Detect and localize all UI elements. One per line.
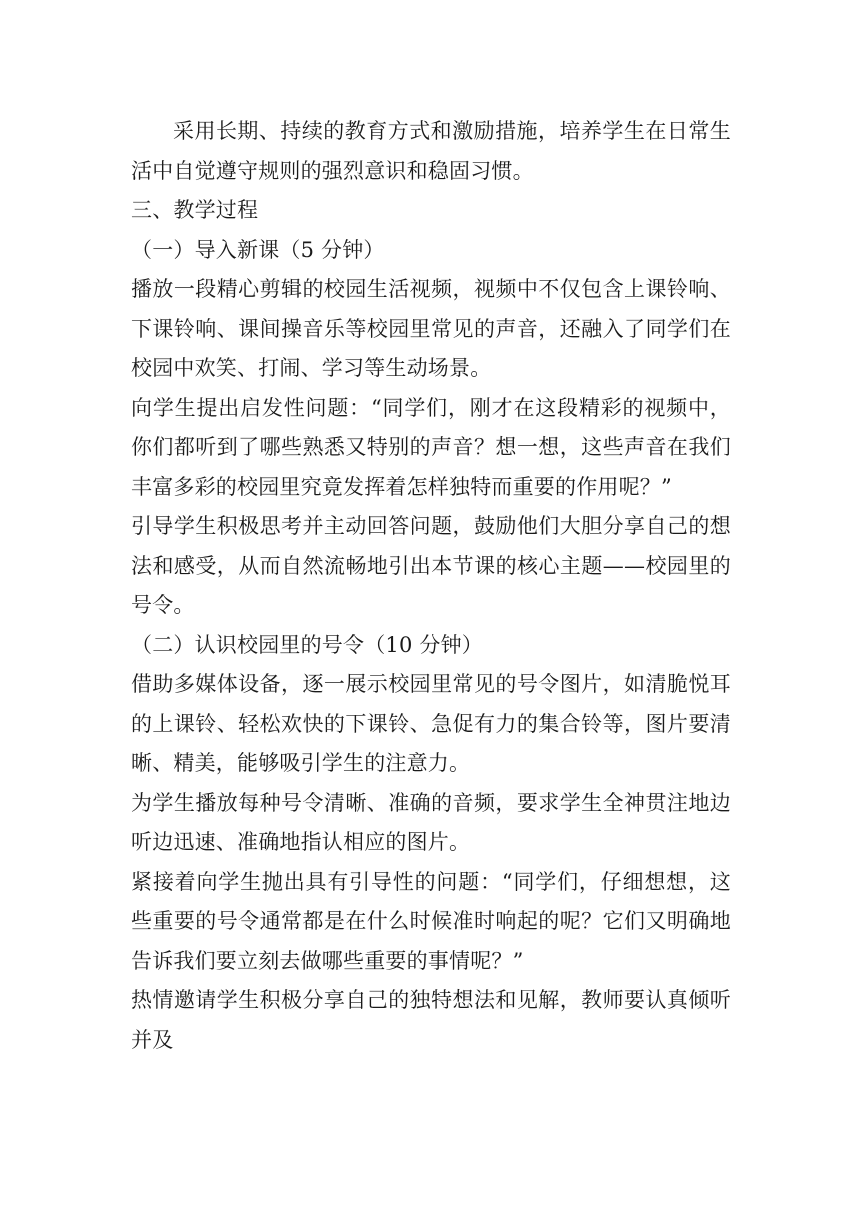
document-page bbox=[131, 112, 731, 1060]
subheading-intro: （一）导入新课（5 分钟） bbox=[131, 237, 385, 262]
paragraph-play-video: 播放一段精心剪辑的校园生活视频，视频中不仅包含上课铃响、下课铃响、课间操音乐等校园里常见的声音，还融入了同学们在校园中欢笑、打闹、学习等生动场景。 bbox=[131, 277, 731, 380]
paragraph-invite-share: 热情邀请学生积极分享自己的独特想法和见解，教师要认真倾听并及 bbox=[131, 988, 731, 1052]
paragraph-audio: 为学生播放每种号令清晰、准确的音频，要求学生全神贯注地边听边迅速、准确地指认相应的图片。 bbox=[131, 790, 731, 854]
paragraph-guide-students: 引导学生积极思考并主动回答问题，鼓励他们大胆分享自己的想法和感受，从而自然流畅地引出本节课的核心主题——校园里的号令。 bbox=[131, 514, 731, 617]
paragraph-follow-up-question: 紧接着向学生抛出具有引导性的问题：“同学们，仔细想想，这些重要的号令通常都是在什么时候准时响起的呢？它们又明确地告诉我们要立刻去做哪些重要的事情呢？” bbox=[131, 869, 731, 973]
paragraph-rule-habits: 采用长期、持续的教育方式和激励措施，培养学生在日常生活中自觉遵守规则的强烈意识和稳固习惯。 bbox=[131, 119, 731, 183]
paragraph-ask-question: 向学生提出启发性问题：“同学们，刚才在这段精彩的视频中，你们都听到了哪些熟悉又特别的声音？想一想，这些声音在我们丰富多彩的校园里究竟发挥着怎样独特而重要的作用呢？” bbox=[131, 395, 731, 499]
paragraph-multimedia: 借助多媒体设备，逐一展示校园里常见的号令图片，如清脆悦耳的上课铃、轻松欢快的下课铃、急促有力的集合铃等，图片要清晰、精美，能够吸引学生的注意力。 bbox=[131, 672, 731, 775]
heading-teaching-process: 三、教学过程 bbox=[131, 198, 259, 222]
subheading-recognize-signals: （二）认识校园里的号令（10 分钟） bbox=[131, 632, 483, 657]
